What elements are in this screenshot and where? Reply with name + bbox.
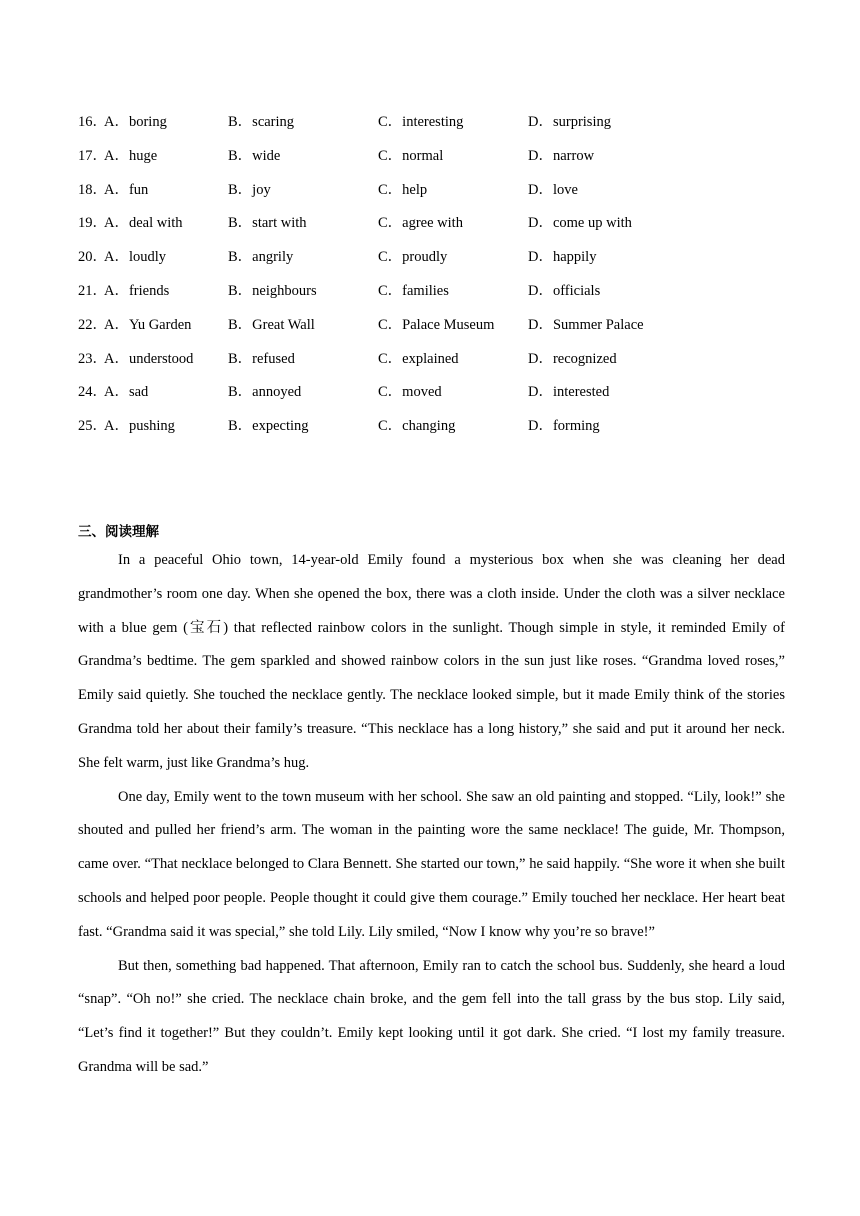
option-d: D．come up with [528,215,632,232]
option-b: B．annoyed [228,384,302,401]
question-number: 20． [78,249,107,266]
option-d: D．recognized [528,350,617,367]
option-a: A．Yu Garden [104,316,192,333]
option-d: D．love [528,181,578,198]
question-row-22 [78,309,798,343]
option-c: C．moved [378,384,442,401]
question-row-20 [78,241,798,275]
question-number: 18． [78,181,107,198]
passage-paragraph-3: But then, something bad happened. That afternoon, Emily ran to catch the school bus. Suddenly, she heard a loud “snap”. “Oh no!” she cried. The necklace chain broke, and the gem fell into the tall grass by the bus stop. Lily said, “Let’s find it together!” But they couldn’t. Emily kept looking until it got dark. She cried. “I lost my family treasure. Grandma will be sad.” [78,957,785,1075]
option-a: A．fun [104,181,149,198]
question-row-25 [78,410,798,444]
option-b: B．angrily [228,249,294,266]
answer-options-list [78,106,798,444]
question-row-18 [78,174,798,208]
question-row-21 [78,275,798,309]
question-number: 22． [78,316,107,333]
question-row-16 [78,106,798,140]
question-row-19 [78,207,798,241]
option-b: B．Great Wall [228,316,315,333]
option-b: B．neighbours [228,282,317,299]
question-number: 17． [78,147,107,164]
reading-passage [78,544,785,1085]
option-d: D．surprising [528,114,611,130]
question-number: 21． [78,282,107,299]
option-c: C．families [378,282,449,299]
passage-paragraph-2: One day, Emily went to the town museum with her school. She saw an old painting and stopped. “Lily, look!” she shouted and pulled her friend’s arm. The woman in the painting wore the same necklace! The guide, Mr. Thompson, came over. “That necklace belonged to Clara Bennett. She started our town,” he said happily. “She wore it when she built schools and helped poor people. People thought it could give them courage.” Emily touched her necklace. Her heart beat fast. “Grandma said it was special,” she told Lily. Lily smiled, “Now I know why you’re so brave!” [78,788,785,940]
option-d: D．Summer Palace [528,316,644,333]
option-a: A．boring [104,114,167,130]
passage-paragraph-1: In a peaceful Ohio town, 14-year-old Emily found a mysterious box when she was cleaning her dead grandmother’s room one day. When she opened the box, there was a cloth inside. Under the cloth was a silver necklace with a blue gem (宝石) that reflected rainbow colors in the sunlight. Though simple in style, it reminded Emily of Grandma’s bedtime. The gem sparkled and showed rainbow colors in the sun just like roses. “Grandma loved roses,” Emily said quietly. She touched the necklace gently. The necklace looked simple, but it made Emily think of the stories Grandma told her about their family’s treasure. “This necklace has a long history,” she said and put it around her neck. She felt warm, just like Grandma’s hug. [78,552,785,771]
question-row-23 [78,343,798,377]
option-a: A．understood [104,350,194,367]
option-d: D．officials [528,282,601,299]
option-a: A．deal with [104,215,183,232]
option-a: A．huge [104,147,158,164]
option-a: A．loudly [104,249,167,266]
option-c: C．agree with [378,215,463,232]
question-number: 25． [78,418,107,435]
option-c: C．help [378,181,428,198]
option-d: D．interested [528,384,610,401]
option-d: D．happily [528,249,597,266]
option-c: C．changing [378,418,456,435]
option-b: B．start with [228,215,307,232]
question-row-24 [78,376,798,410]
option-b: B．joy [228,181,271,198]
question-row-17 [78,140,798,174]
section-heading-reading: 三、阅读理解 [78,524,159,540]
option-b: B．expecting [228,418,309,435]
option-c: C．interesting [378,114,464,130]
option-a: A．friends [104,282,170,299]
question-number: 24． [78,384,107,401]
option-c: C．explained [378,350,459,367]
option-b: B．refused [228,350,295,367]
question-number: 23． [78,350,107,367]
option-c: C．Palace Museum [378,316,495,333]
question-number: 16． [78,114,107,130]
option-a: A．pushing [104,418,175,435]
option-d: D．narrow [528,147,595,164]
option-b: B．scaring [228,114,295,130]
question-number: 19． [78,215,107,232]
option-a: A．sad [104,384,149,401]
option-c: C．normal [378,147,444,164]
option-c: C．proudly [378,249,448,266]
option-b: B．wide [228,147,281,164]
option-d: D．forming [528,418,600,435]
